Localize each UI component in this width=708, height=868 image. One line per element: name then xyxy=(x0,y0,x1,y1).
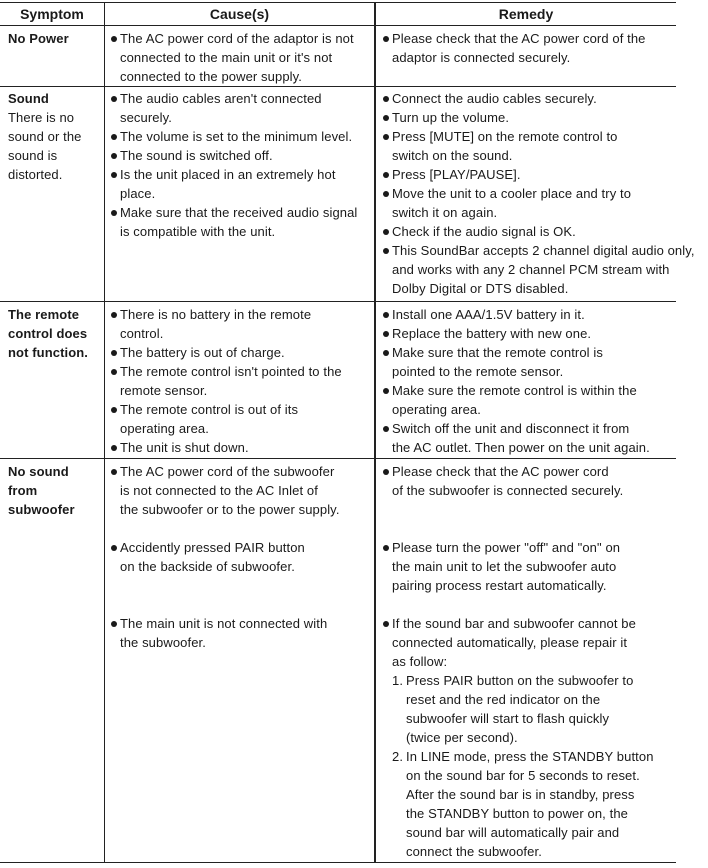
cause-text: The remote control is out of its xyxy=(120,402,299,417)
step-text: on the sound bar for 5 seconds to reset. xyxy=(406,768,640,783)
remedy-text: This SoundBar accepts 2 channel digital audio only, xyxy=(392,243,695,258)
step-text: (twice per second). xyxy=(406,730,518,745)
remedy-text: Press [PLAY/PAUSE]. xyxy=(392,167,521,182)
symptom-title: Sound xyxy=(8,91,49,106)
cause-bullet xyxy=(111,621,117,627)
remedy-text: the AC outlet. Then power on the unit again. xyxy=(392,440,650,455)
remedy-text: Dolby Digital or DTS disabled. xyxy=(392,281,569,296)
remedy-bullet xyxy=(383,621,389,627)
remedy-text: Make sure the remote control is within the xyxy=(392,383,637,398)
symptom-description: There is no xyxy=(8,110,75,125)
cause-text: There is no battery in the remote xyxy=(120,307,312,322)
remedy-text: switch it on again. xyxy=(392,205,498,220)
remedy-text: Press [MUTE] on the remote control to xyxy=(392,129,618,144)
symptom-title: from xyxy=(8,483,38,498)
remedy-text: Replace the battery with new one. xyxy=(392,326,592,341)
symptom-title: control does xyxy=(8,326,88,341)
remedy-text: Check if the audio signal is OK. xyxy=(392,224,576,239)
cause-text: The main unit is not connected with xyxy=(120,616,328,631)
cause-text: The sound is switched off. xyxy=(120,148,273,163)
remedy-text: pointed to the remote sensor. xyxy=(392,364,564,379)
cause-bullet xyxy=(111,96,117,102)
cause-bullet xyxy=(111,350,117,356)
cause-bullet xyxy=(111,210,117,216)
header-bottom-rule xyxy=(0,25,676,26)
cause-bullet xyxy=(111,407,117,413)
remedy-bullet xyxy=(383,469,389,475)
remedy-text: adaptor is connected securely. xyxy=(392,50,571,65)
remedy-bullet xyxy=(383,172,389,178)
symptom-title: No sound xyxy=(8,464,69,479)
column-rule-2 xyxy=(374,2,376,863)
cause-bullet xyxy=(111,369,117,375)
row-rule-2 xyxy=(0,301,676,302)
step-text: In LINE mode, press the STANDBY button xyxy=(406,749,654,764)
header-cause: Cause(s) xyxy=(209,6,270,22)
remedy-bullet xyxy=(383,545,389,551)
remedy-text: connected automatically, please repair it xyxy=(392,635,628,650)
cause-text: securely. xyxy=(120,110,172,125)
cause-text: is not connected to the AC Inlet of xyxy=(120,483,318,498)
remedy-text: Please check that the AC power cord of the xyxy=(392,31,646,46)
cause-text: Accidently pressed PAIR button xyxy=(120,540,305,555)
cause-bullet xyxy=(111,36,117,42)
table-bottom-rule xyxy=(0,862,676,863)
header-symptom: Symptom xyxy=(20,6,84,22)
remedy-text: as follow: xyxy=(392,654,448,669)
remedy-text: Please check that the AC power cord xyxy=(392,464,609,479)
symptom-description: sound or the xyxy=(8,129,82,144)
step-number: 2. xyxy=(392,749,404,764)
remedy-text: Move the unit to a cooler place and try to xyxy=(392,186,632,201)
cause-bullet xyxy=(111,469,117,475)
step-text: Press PAIR button on the subwoofer to xyxy=(406,673,634,688)
remedy-bullet xyxy=(383,426,389,432)
cause-bullet xyxy=(111,312,117,318)
symptom-title: No Power xyxy=(8,31,69,46)
step-text: connect the subwoofer. xyxy=(406,844,542,859)
cause-text: is compatible with the unit. xyxy=(120,224,276,239)
remedy-text: and works with any 2 channel PCM stream with xyxy=(392,262,670,277)
cause-text: The AC power cord of the subwoofer xyxy=(120,464,335,479)
remedy-text: pairing process restart automatically. xyxy=(392,578,607,593)
step-text: After the sound bar is in standby, press xyxy=(406,787,635,802)
row-rule-1 xyxy=(0,86,676,87)
remedy-text: Please turn the power "off" and "on" on xyxy=(392,540,621,555)
remedy-bullet xyxy=(383,229,389,235)
remedy-bullet xyxy=(383,248,389,254)
cause-text: place. xyxy=(120,186,156,201)
remedy-bullet xyxy=(383,331,389,337)
remedy-bullet xyxy=(383,96,389,102)
row-rule-3 xyxy=(0,458,676,459)
cause-text: The AC power cord of the adaptor is not xyxy=(120,31,354,46)
remedy-text: the main unit to let the subwoofer auto xyxy=(392,559,617,574)
remedy-bullet xyxy=(383,36,389,42)
remedy-text: switch on the sound. xyxy=(392,148,513,163)
remedy-bullet xyxy=(383,388,389,394)
cause-text: connected to the power supply. xyxy=(120,69,302,84)
cause-text: Is the unit placed in an extremely hot xyxy=(120,167,336,182)
step-text: subwoofer will start to flash quickly xyxy=(406,711,610,726)
symptom-description: sound is xyxy=(8,148,58,163)
column-rule-1 xyxy=(104,2,105,863)
cause-text: The volume is set to the minimum level. xyxy=(120,129,353,144)
remedy-text: Make sure that the remote control is xyxy=(392,345,603,360)
step-text: the STANDBY button to power on, the xyxy=(406,806,628,821)
remedy-text: operating area. xyxy=(392,402,481,417)
cause-text: control. xyxy=(120,326,164,341)
cause-text: The unit is shut down. xyxy=(120,440,249,455)
remedy-bullet xyxy=(383,134,389,140)
cause-text: remote sensor. xyxy=(120,383,208,398)
header-remedy: Remedy xyxy=(498,6,554,22)
remedy-bullet xyxy=(383,312,389,318)
cause-text: the subwoofer. xyxy=(120,635,206,650)
remedy-text: Connect the audio cables securely. xyxy=(392,91,597,106)
cause-bullet xyxy=(111,445,117,451)
remedy-text: Install one AAA/1.5V battery in it. xyxy=(392,307,585,322)
remedy-bullet xyxy=(383,115,389,121)
symptom-description: distorted. xyxy=(8,167,63,182)
remedy-text: If the sound bar and subwoofer cannot be xyxy=(392,616,636,631)
cause-text: The remote control isn't pointed to the xyxy=(120,364,342,379)
cause-text: operating area. xyxy=(120,421,209,436)
cause-bullet xyxy=(111,172,117,178)
step-text: sound bar will automatically pair and xyxy=(406,825,620,840)
cause-bullet xyxy=(111,134,117,140)
cause-text: on the backside of subwoofer. xyxy=(120,559,295,574)
step-number: 1. xyxy=(392,673,404,688)
remedy-bullet xyxy=(383,350,389,356)
remedy-text: of the subwoofer is connected securely. xyxy=(392,483,624,498)
cause-text: Make sure that the received audio signal xyxy=(120,205,358,220)
remedy-text: Switch off the unit and disconnect it from xyxy=(392,421,630,436)
cause-text: connected to the main unit or it's not xyxy=(120,50,333,65)
step-text: reset and the red indicator on the xyxy=(406,692,601,707)
remedy-text: Turn up the volume. xyxy=(392,110,510,125)
cause-text: The battery is out of charge. xyxy=(120,345,285,360)
symptom-title: The remote xyxy=(8,307,80,322)
symptom-title: subwoofer xyxy=(8,502,75,517)
cause-bullet xyxy=(111,153,117,159)
remedy-bullet xyxy=(383,191,389,197)
cause-bullet xyxy=(111,545,117,551)
cause-text: the subwoofer or to the power supply. xyxy=(120,502,340,517)
symptom-title: not function. xyxy=(8,345,88,360)
cause-text: The audio cables aren't connected xyxy=(120,91,322,106)
